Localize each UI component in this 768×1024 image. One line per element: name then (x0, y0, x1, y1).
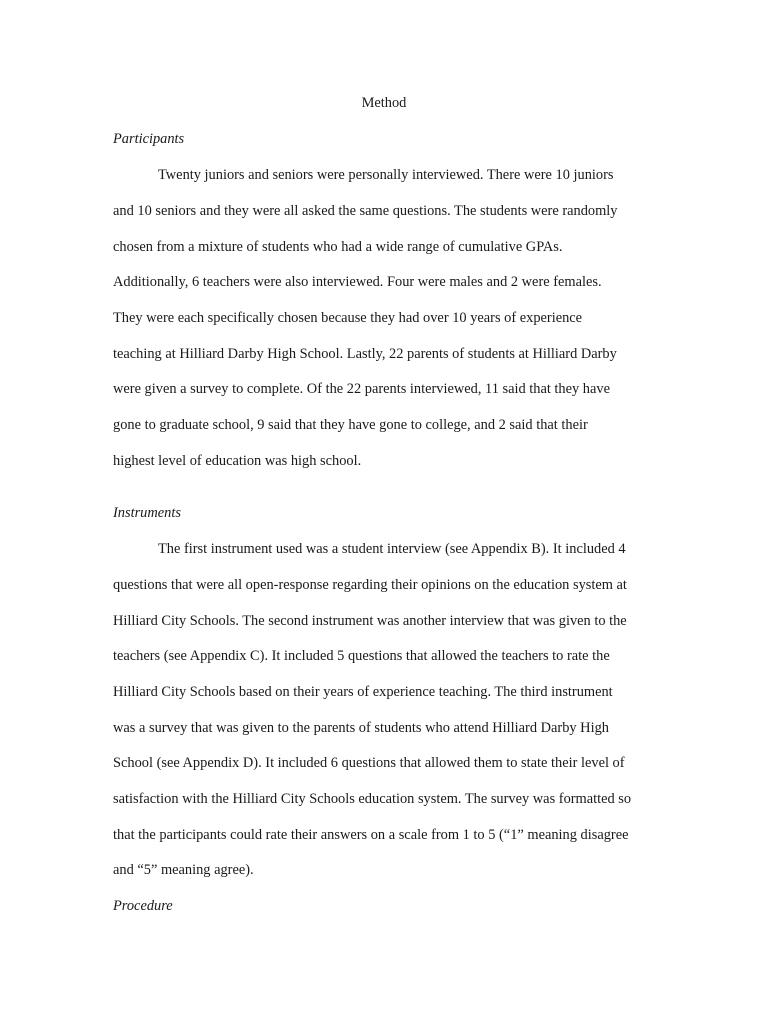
paragraph-line: and 10 seniors and they were all asked the same questions. The students were randomly (113, 203, 618, 219)
page-title: Method (361, 95, 407, 111)
paragraph-line: School (see Appendix D). It included 6 questions that allowed them to state their level of (113, 755, 625, 771)
paragraph-line: questions that were all open-response regarding their opinions on the education system at (113, 577, 627, 593)
paragraph-line: Hilliard City Schools. The second instrument was another interview that was given to the (113, 613, 627, 629)
paragraph-line: and “5” meaning agree). (113, 862, 254, 878)
paragraph-line: satisfaction with the Hilliard City Schools education system. The survey was formatted so (113, 791, 632, 807)
paragraph-line: teaching at Hilliard Darby High School. Lastly, 22 parents of students at Hilliard Darby (113, 346, 617, 362)
paragraph-line: highest level of education was high school. (113, 453, 362, 469)
paragraph-line: They were each specifically chosen because they had over 10 years of experience (113, 310, 583, 326)
section-heading-participants: Participants (113, 131, 185, 147)
paragraph-line: teachers (see Appendix C). It included 5 questions that allowed the teachers to rate the (113, 648, 610, 664)
paragraph-line: were given a survey to complete. Of the 22 parents interviewed, 11 said that they have (113, 381, 610, 397)
paragraph-line: Twenty juniors and seniors were personally interviewed. There were 10 juniors (158, 167, 614, 183)
paragraph-line: Additionally, 6 teachers were also interviewed. Four were males and 2 were females. (113, 274, 602, 290)
paragraph-line: was a survey that was given to the parents of students who attend Hilliard Darby High (113, 720, 609, 736)
paragraph-line: The first instrument used was a student interview (see Appendix B). It included 4 (158, 541, 626, 557)
section-heading-procedure: Procedure (113, 898, 173, 914)
paragraph-line: chosen from a mixture of students who had a wide range of cumulative GPAs. (113, 239, 563, 255)
paragraph-line: that the participants could rate their answers on a scale from 1 to 5 (“1” meaning disagree (113, 827, 629, 843)
section-heading-instruments: Instruments (113, 505, 181, 521)
paragraph-line: gone to graduate school, 9 said that they have gone to college, and 2 said that their (113, 417, 588, 433)
paragraph-line: Hilliard City Schools based on their years of experience teaching. The third instrument (113, 684, 613, 700)
